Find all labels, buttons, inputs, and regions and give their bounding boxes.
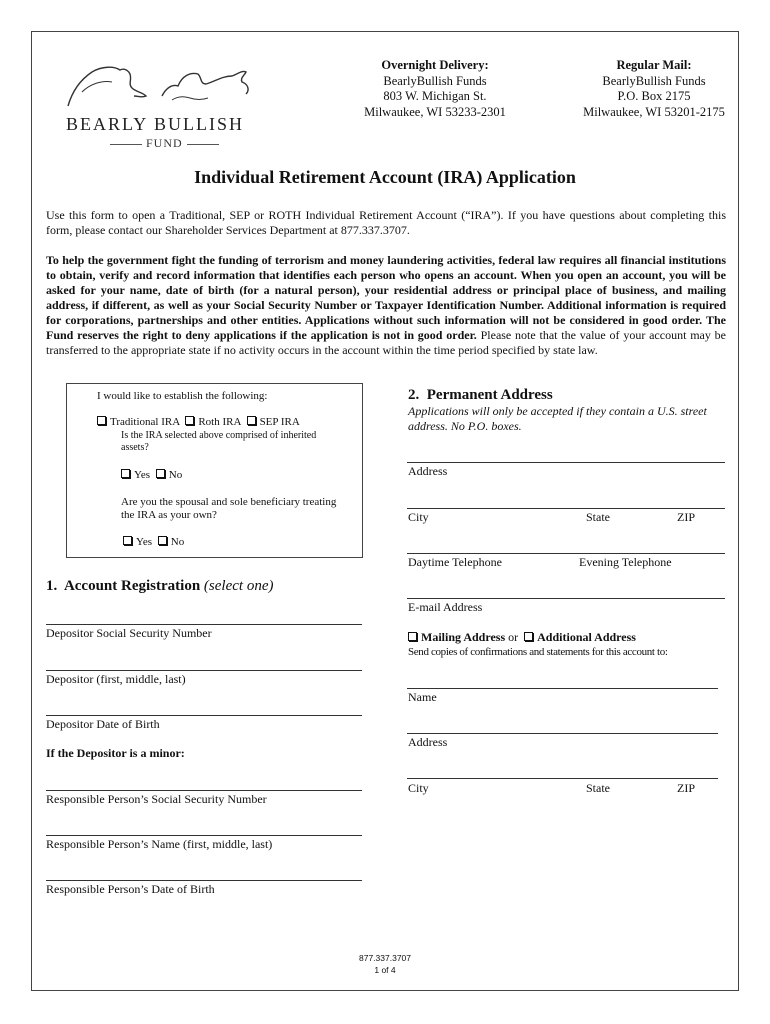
additional-address-checkbox[interactable] (524, 632, 533, 641)
mailing-address-checkbox[interactable] (408, 632, 417, 641)
inherited-no-label: No (168, 469, 183, 481)
mail-state-label: State (586, 781, 610, 795)
ssn-label: Depositor Social Security Number (46, 626, 212, 640)
roth-ira-label: Roth IRA (198, 416, 241, 428)
mail-zip-label: ZIP (677, 781, 695, 795)
depositor-dob-field[interactable] (46, 715, 362, 716)
section2-title: Permanent Address (426, 387, 553, 403)
footer-page-number: 1 of 4 (374, 965, 396, 975)
regular-heading: Regular Mail: (616, 58, 692, 72)
establish-heading: I would like to establish the following: (97, 390, 268, 402)
overnight-heading: Overnight Delivery: (381, 58, 489, 72)
spousal-question: Are you the spousal and sole beneficiary treating the IRA as your own? (121, 496, 337, 521)
sep-ira-label: SEP IRA (259, 416, 300, 428)
intro-paragraph: Use this form to open a Traditional, SEP or ROTH Individual Retirement Account (“IRA”). If you have questions about completing this form, please contact our Shareholder Services Department at 877.337.3707. (46, 208, 726, 237)
regular-address (566, 58, 742, 120)
spousal-options (123, 536, 184, 549)
spousal-yes-label: Yes (136, 536, 153, 548)
traditional-ira-checkbox[interactable] (97, 416, 106, 425)
spousal-no-label: No (170, 536, 185, 548)
perm-city-label: City (408, 510, 429, 524)
mail-name-field[interactable] (407, 688, 718, 689)
traditional-ira-label: Traditional IRA (110, 416, 180, 428)
perm-address-field[interactable] (407, 462, 725, 463)
perm-city-field[interactable] (407, 508, 725, 509)
ira-type-box (66, 383, 363, 558)
fund-logo (62, 62, 262, 152)
inherited-no-checkbox[interactable] (156, 469, 165, 478)
roth-ira-checkbox[interactable] (185, 416, 194, 425)
inherited-question: Is the IRA selected above comprised of inherited assets? (121, 430, 317, 453)
patriot-act-paragraph (46, 253, 726, 358)
mail-address-field[interactable] (407, 733, 718, 734)
regular-line3: Milwaukee, WI 53201-2175 (583, 104, 725, 119)
perm-state-label: State (586, 510, 610, 524)
logo-name: BEARLY BULLISH (66, 114, 245, 134)
email-field[interactable] (407, 598, 725, 599)
resp-ssn-label: Responsible Person’s Social Security Number (46, 792, 267, 806)
section1-subtitle: (select one) (203, 578, 274, 594)
patriot-normal-text: Please note that the value of your account may be transferred to the appropriate state if no activity occurs in the account within the time period specified by state law. (46, 328, 726, 357)
or-label: or (508, 630, 519, 644)
inherited-options (121, 469, 182, 482)
email-label: E-mail Address (408, 600, 483, 614)
patriot-bold-text: To help the government fight the funding of terrorism and money laundering activities, federal law requires all financial institutions to obtain, verify and record information that identifies each person who opens an account. When you open an account, you will be asked for your name, date of birth (for a natural person), your residential address or principal place of business, and mailing address, if different, as well as your Social Security Number or Taxpayer Identification Number. Additional information is required for corporations, partnerships and other entities. Applications without such information will not be considered in good order. The Fund reserves the right to deny applications if the application is not in good order. (46, 253, 726, 342)
section2-number: 2. (408, 387, 420, 403)
resp-name-label: Responsible Person’s Name (first, middle, last) (46, 837, 273, 851)
bear-bull-icon (62, 62, 262, 112)
additional-address-label: Additional Address (537, 630, 636, 644)
section2-heading (408, 387, 553, 404)
regular-line2: P.O. Box 2175 (617, 89, 691, 103)
sep-ira-checkbox[interactable] (247, 416, 256, 425)
spousal-yes-checkbox[interactable] (123, 536, 132, 545)
mail-city-label: City (408, 781, 429, 795)
day-phone-label: Daytime Telephone (408, 555, 502, 569)
minor-heading: If the Depositor is a minor: (46, 746, 185, 760)
phone-field[interactable] (407, 553, 725, 554)
ssn-field[interactable] (46, 624, 362, 625)
inherited-yes-checkbox[interactable] (121, 469, 130, 478)
mail-name-label: Name (408, 690, 437, 704)
overnight-line1: BearlyBullish Funds (383, 73, 487, 88)
depositor-dob-label: Depositor Date of Birth (46, 717, 160, 731)
eve-phone-label: Evening Telephone (579, 555, 672, 569)
ira-type-options (97, 416, 300, 429)
perm-zip-label: ZIP (677, 510, 695, 524)
regular-line1: BearlyBullish Funds (602, 73, 706, 88)
depositor-name-label: Depositor (first, middle, last) (46, 672, 186, 686)
section2-note: Applications will only be accepted if they contain a U.S. street address. No P.O. boxes. (408, 404, 707, 433)
mail-city-field[interactable] (407, 778, 718, 779)
mail-address-label: Address (408, 735, 448, 749)
spousal-no-checkbox[interactable] (158, 536, 167, 545)
resp-name-field[interactable] (46, 835, 362, 836)
depositor-name-field[interactable] (46, 670, 362, 671)
section1-number: 1. (46, 578, 58, 594)
resp-dob-label: Responsible Person’s Date of Birth (46, 882, 215, 896)
form-title: Individual Retirement Account (IRA) Application (194, 167, 576, 187)
perm-address-label: Address (408, 464, 448, 478)
mailing-address-label: Mailing Address (421, 630, 506, 644)
send-copies-text: Send copies of confirmations and statements for this account to: (408, 646, 668, 658)
resp-dob-field[interactable] (46, 880, 362, 881)
overnight-line3: Milwaukee, WI 53233-2301 (364, 104, 506, 119)
section1-heading (46, 578, 273, 595)
logo-fund: FUND (106, 136, 223, 151)
inherited-yes-label: Yes (134, 469, 151, 481)
address-type-options (408, 630, 636, 645)
overnight-address (352, 58, 518, 120)
resp-ssn-field[interactable] (46, 790, 362, 791)
section1-title: Account Registration (63, 578, 201, 594)
overnight-line2: 803 W. Michigan St. (383, 89, 487, 103)
footer-phone: 877.337.3707 (359, 953, 411, 963)
